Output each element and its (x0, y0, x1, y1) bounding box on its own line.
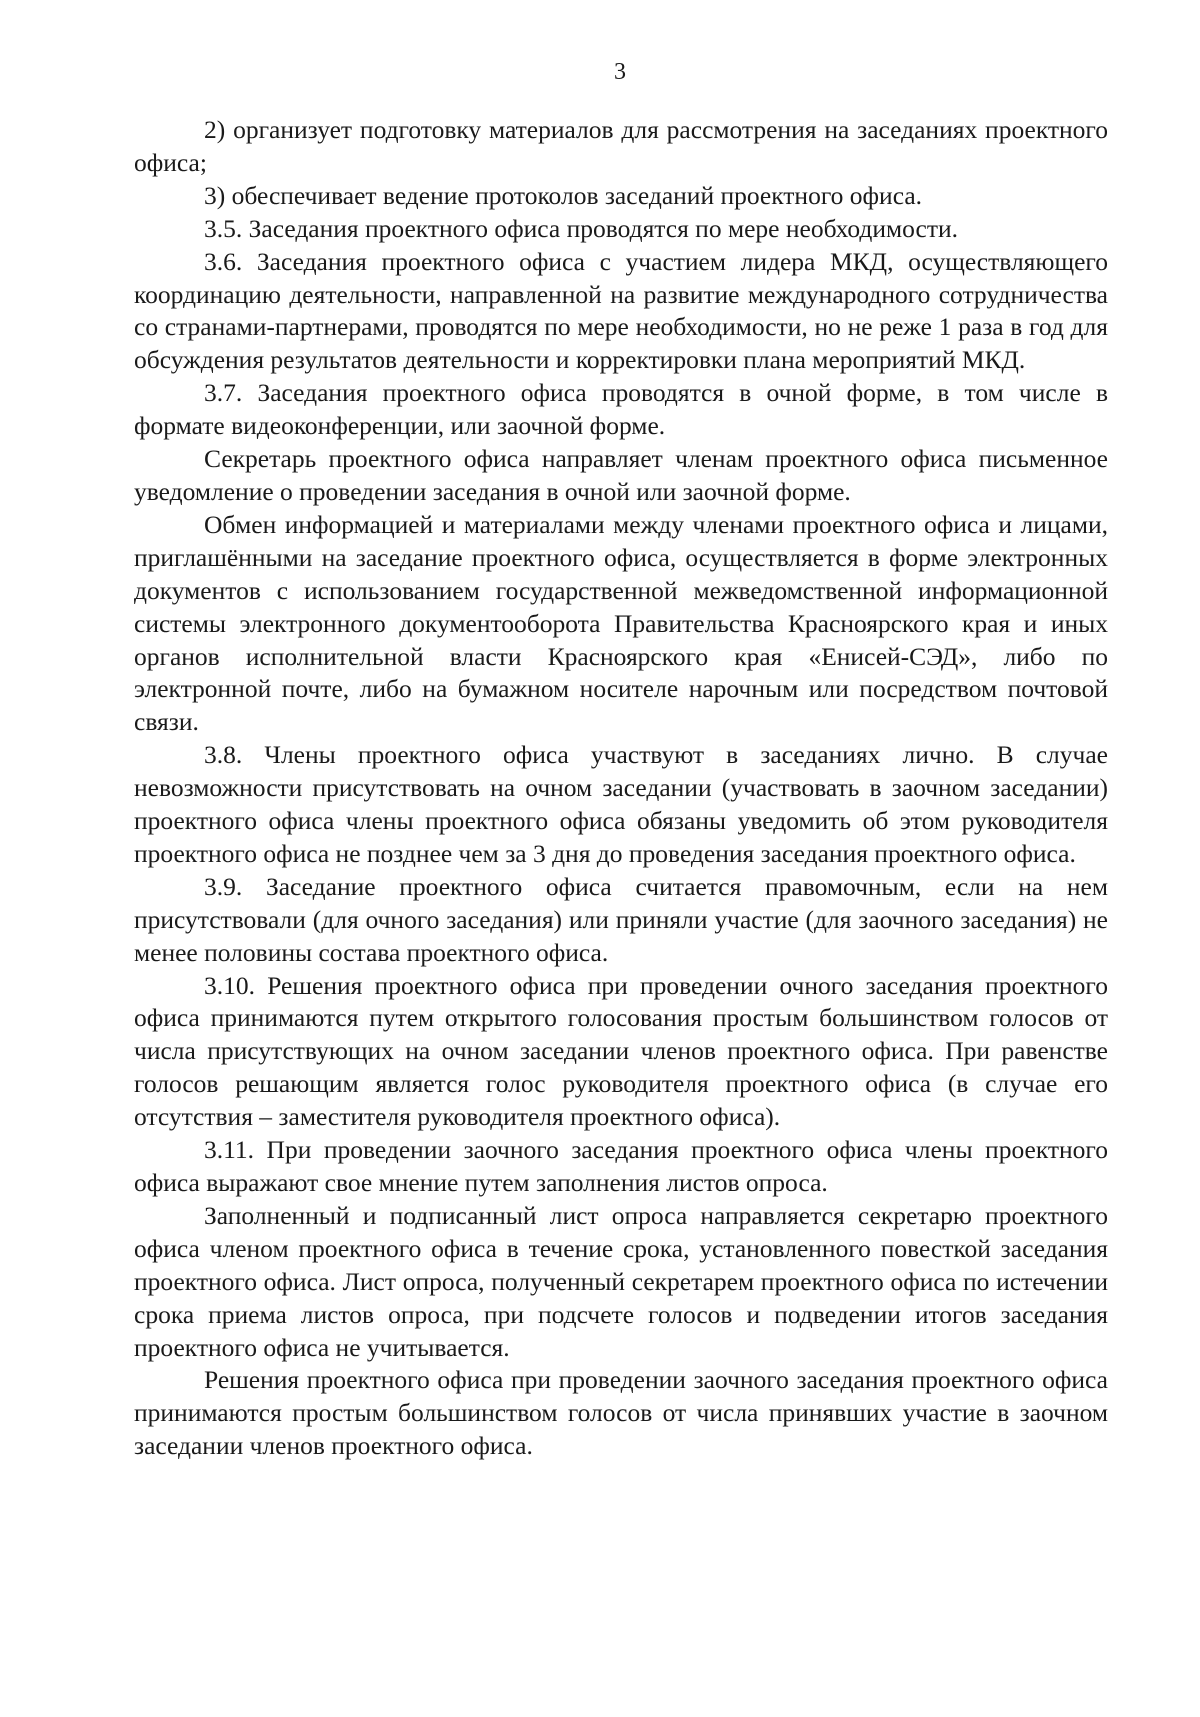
paragraph-absentee-decisions: Решения проектного офиса при проведении заочного заседания проектного офиса принимаются простым большинством голосов от числа принявших участие в заочном заседании членов проектного офиса. (134, 1365, 1108, 1461)
paragraph-3-8: 3.8. Члены проектного офиса участвуют в заседаниях лично. В случае невозможности присутствовать на очном заседании (участвовать в заочном заседании) проектного офиса члены проектного офиса обязаны уведомить об этом руководителя проектного офиса не позднее чем за 3 дня до проведения заседания проектного офиса. (134, 740, 1108, 868)
page-number: 3 (614, 59, 626, 85)
paragraph-secretary-notice: Секретарь проектного офиса направляет членам проектного офиса письменное уведомление о проведении заседания в очной или заочной форме. (134, 444, 1108, 506)
paragraph-3-10: 3.10. Решения проектного офиса при проведении очного заседания проектного офиса принимаются путем открытого голосования простым большинством голосов от числа присутствующих на очном заседании членов проектного офиса. При равенстве голосов решающим является голос руководителя проектного офиса (в случае его отсутствия – заместителя руководителя проектного офиса). (134, 970, 1108, 1132)
paragraph-item-2: 2) организует подготовку материалов для рассмотрения на заседаниях проектного офиса; (134, 115, 1108, 177)
document-body (134, 114, 1108, 1463)
paragraph-item-3: 3) обеспечивает ведение протоколов заседаний проектного офиса. (204, 180, 923, 210)
paragraph-3-6: 3.6. Заседания проектного офиса с участием лидера МКД, осуществляющего координацию деятельности, направленной на развитие международного сотрудничества со странами-партнерами, проводятся по мере необходимости, но не реже 1 раза в год для обсуждения результатов деятельности и корректировки плана мероприятий МКД. (134, 246, 1108, 375)
paragraph-3-5: 3.5. Заседания проектного офиса проводятся по мере необходимости. (204, 213, 958, 243)
paragraph-3-11: 3.11. При проведении заочного заседания проектного офиса члены проектного офиса выражают свое мнение путем заполнения листов опроса. (134, 1135, 1108, 1197)
paragraph-information-exchange: Обмен информацией и материалами между членами проектного офиса и лицами, приглашёнными на заседание проектного офиса, осуществляется в форме электронных документов с использованием государственной межведомственной информационной системы электронного документооборота Правительства Красноярского края и иных органов исполнительной власти Красноярского края «Енисей-СЭД», либо по электронной почте, либо на бумажном носителе нарочным или посредством почтовой связи. (134, 509, 1108, 737)
paragraph-survey-sheet: Заполненный и подписанный лист опроса направляется секретарю проектного офиса членом проектного офиса в течение срока, установленного повесткой заседания проектного офиса. Лист опроса, полученный секретарем проектного офиса по истечении срока приема листов опроса, при подсчете голосов и подведении итогов заседания проектного офиса не учитывается. (134, 1200, 1108, 1362)
paragraph-3-7: 3.7. Заседания проектного офиса проводятся в очной форме, в том числе в формате видеоконференции, или заочной форме. (134, 378, 1108, 441)
paragraph-3-9: 3.9. Заседание проектного офиса считается правомочным, если на нем присутствовали (для очного заседания) или приняли участие (для заочного заседания) не менее половины состава проектного офиса. (134, 871, 1108, 967)
